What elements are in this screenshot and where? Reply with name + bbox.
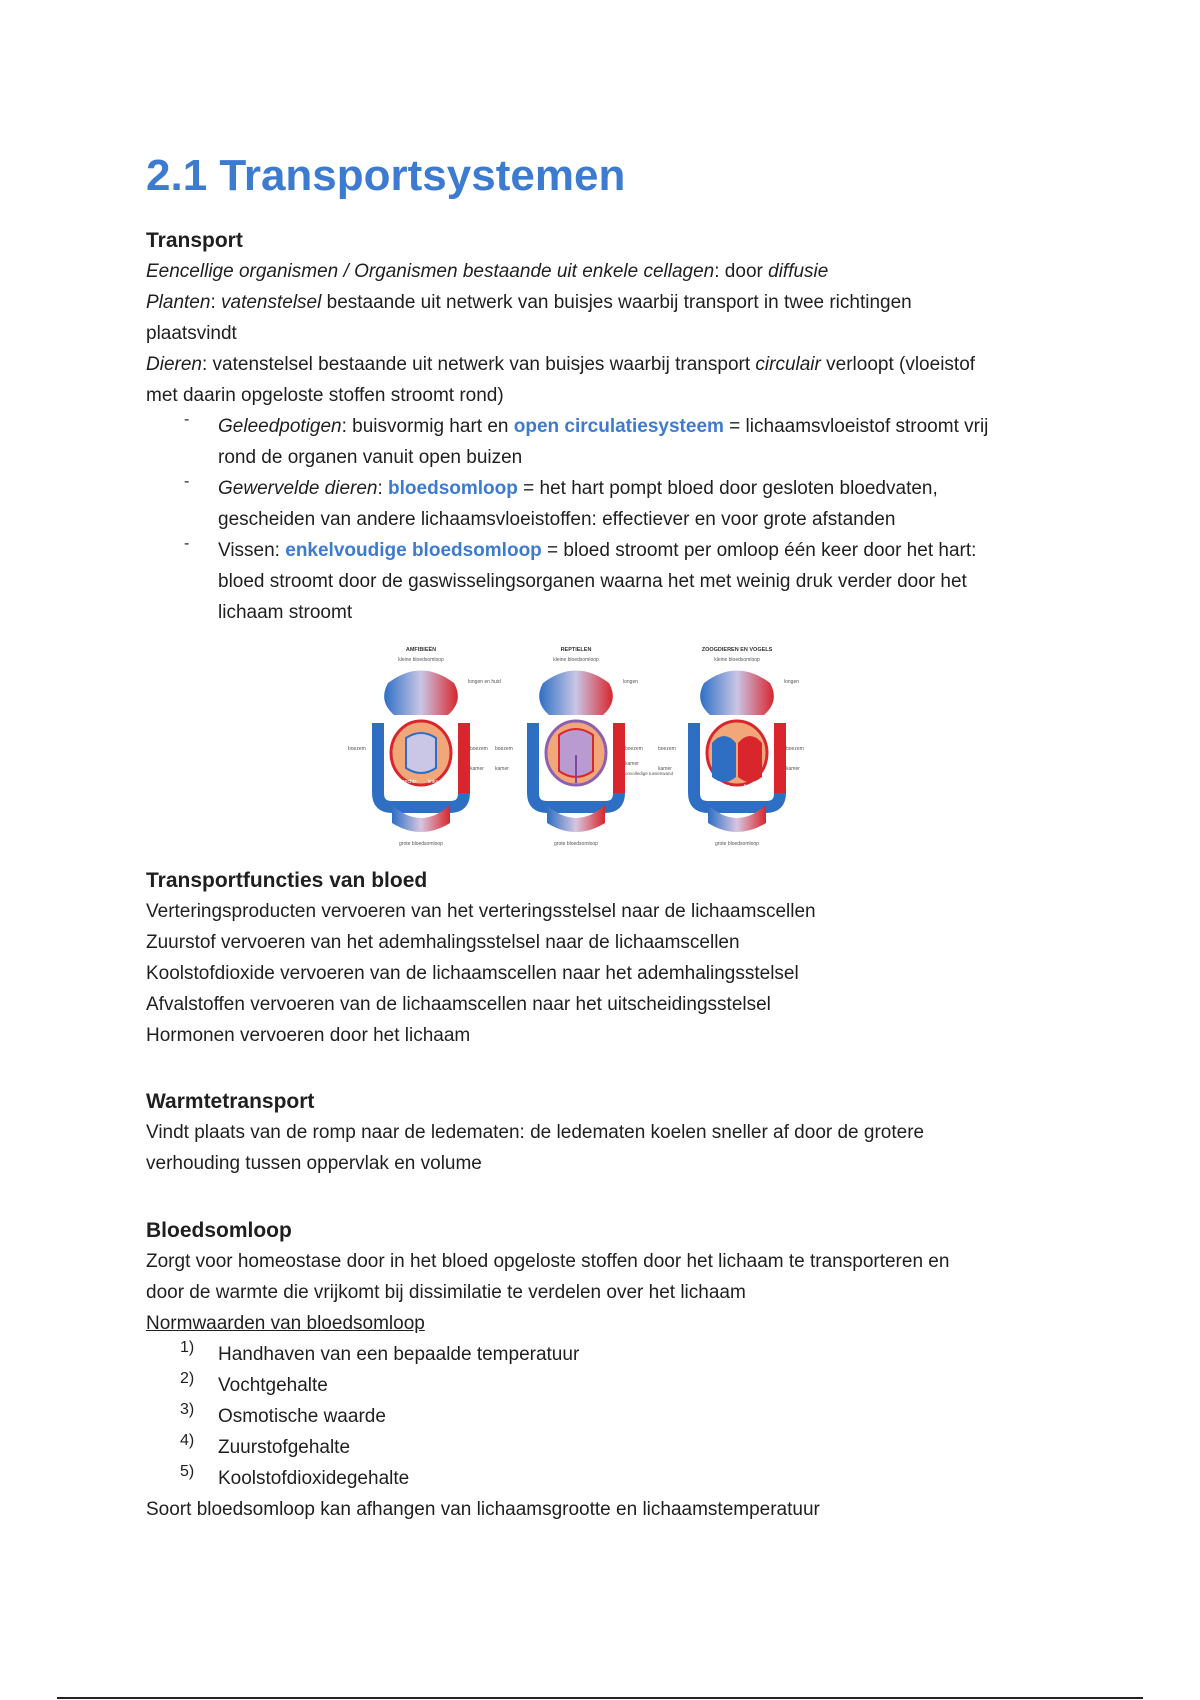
panel-label: grote bloedsomloop bbox=[554, 841, 598, 847]
heart-label: boezem bbox=[348, 746, 366, 752]
heading-transport-functions: Transportfuncties van bloed bbox=[146, 869, 428, 892]
term-highlight: enkelvoudige bloedsomloop bbox=[285, 540, 542, 561]
list-item: Hormonen vervoeren door het lichaam bbox=[146, 1025, 471, 1046]
heading-circulation: Bloedsomloop bbox=[146, 1219, 292, 1242]
heart-label: rechts bbox=[403, 779, 417, 785]
heart-label: kamer bbox=[786, 766, 800, 772]
panel-label: grote bloedsomloop bbox=[399, 841, 443, 847]
page-divider bbox=[57, 1697, 1143, 1699]
heart-label: links bbox=[428, 779, 439, 785]
section-transport-functions bbox=[146, 865, 1046, 1051]
list-item: Koolstofdioxide vervoeren van de lichaamscellen naar het ademhalingsstelsel bbox=[146, 963, 799, 984]
text-line: Planten: vatenstelsel bestaande uit netwerk van buisjes waarbij transport in twee richtingen bbox=[146, 292, 912, 313]
heart-label: boezem bbox=[495, 746, 513, 752]
heart-left-side bbox=[738, 736, 762, 782]
text-line: met daarin opgeloste stoffen stroomt rond) bbox=[146, 385, 504, 406]
heart-label: rechts bbox=[716, 784, 730, 790]
panel-title: REPTIELEN bbox=[560, 647, 592, 653]
term-highlight: open circulatiesysteem bbox=[513, 416, 724, 437]
list-item: Afvalstoffen vervoeren van de lichaamscellen naar het uitscheidingsstelsel bbox=[146, 994, 771, 1015]
heart-label: links bbox=[744, 784, 755, 790]
vessel-label: longen bbox=[623, 679, 639, 685]
heart-label: boezem bbox=[658, 746, 676, 752]
text-line: door de warmte die vrijkomt bij dissimilatie te verdelen over het lichaam bbox=[146, 1282, 746, 1303]
heart-label: kamer bbox=[495, 766, 509, 772]
heart-label: boezem bbox=[470, 746, 488, 752]
vessel-label: longen bbox=[784, 679, 800, 685]
text-line: verhouding tussen oppervlak en volume bbox=[146, 1153, 482, 1174]
heart-right-side bbox=[712, 736, 736, 782]
panel-title: AMFIBIEËN bbox=[405, 647, 437, 653]
section-heat-transport bbox=[146, 1086, 1046, 1179]
text-line: Dieren: vatenstelsel bestaande uit netwerk van buisjes waarbij transport circulair verloopt (vloeistof bbox=[146, 354, 976, 375]
panel-label: grote bloedsomloop bbox=[715, 841, 759, 847]
text-line: Zorgt voor homeostase door in het bloed opgeloste stoffen door het lichaam te transporteren en bbox=[146, 1251, 950, 1272]
diagram-panel-amphibians bbox=[348, 646, 501, 847]
heart-label: boezem bbox=[625, 746, 643, 752]
heart-label: boezem bbox=[786, 746, 804, 752]
bullet-marker: - bbox=[184, 473, 190, 490]
lung-loop bbox=[384, 671, 458, 716]
text-line: plaatsvindt bbox=[146, 323, 237, 344]
list-item: 3) Osmotische waarde bbox=[180, 1401, 386, 1427]
heart-label: kamer bbox=[470, 766, 484, 772]
heart-label: kamer bbox=[658, 766, 672, 772]
lung-loop bbox=[700, 671, 774, 716]
section-circulation bbox=[146, 1215, 1046, 1525]
bullet-marker: - bbox=[184, 411, 190, 428]
text-line: Eencellige organismen / Organismen bestaande uit enkele cellagen: door diffusie bbox=[146, 261, 829, 282]
page-title: 2.1 Transportsystemen bbox=[146, 151, 626, 200]
text-line: Soort bloedsomloop kan afhangen van lichaamsgrootte en lichaamstemperatuur bbox=[146, 1499, 820, 1520]
panel-label: kleine bloedsomloop bbox=[398, 657, 444, 663]
list-item: 5) Koolstofdioxidegehalte bbox=[180, 1463, 410, 1489]
heart-inner bbox=[406, 733, 436, 773]
panel-title: ZOOGDIEREN EN VOGELS bbox=[701, 647, 773, 653]
diagram-panel-reptiles bbox=[495, 647, 674, 847]
vessel-label: longen en huid bbox=[468, 679, 501, 685]
heading-transport: Transport bbox=[146, 229, 243, 252]
panel-label: kleine bloedsomloop bbox=[553, 657, 599, 663]
heart-label: kamer bbox=[625, 761, 639, 767]
list-item: 1) Handhaven van een bepaalde temperatuur bbox=[180, 1339, 580, 1365]
list-item: Verteringsproducten vervoeren van het verteringsstelsel naar de lichaamscellen bbox=[146, 901, 816, 922]
diagram-panel-mammals-birds bbox=[658, 647, 804, 847]
list-item: 2) Vochtgehalte bbox=[180, 1370, 328, 1396]
subheading-norm-values: Normwaarden van bloedsomloop bbox=[146, 1313, 425, 1334]
list-item: - Geleedpotigen: buisvormig hart en open circulatiesysteem = lichaamsvloeistof stroomt vrij rond de organen vanuit open buizen bbox=[184, 411, 989, 468]
section-transport bbox=[146, 225, 1046, 628]
heart-label: onvolledige tussenwand bbox=[625, 771, 674, 776]
heading-heat-transport: Warmtetransport bbox=[146, 1090, 315, 1113]
panel-label: kleine bloedsomloop bbox=[714, 657, 760, 663]
list-item: 4) Zuurstofgehalte bbox=[180, 1432, 351, 1458]
text-line: Vindt plaats van de romp naar de ledematen: de ledematen koelen sneller af door de grotere bbox=[146, 1122, 925, 1143]
lung-loop bbox=[539, 671, 613, 716]
circulation-diagram bbox=[338, 643, 824, 848]
list-item: Zuurstof vervoeren van het ademhalingsstelsel naar de lichaamscellen bbox=[146, 932, 740, 953]
bullet-marker: - bbox=[184, 535, 190, 552]
list-item: - Vissen: enkelvoudige bloedsomloop = bloed stroomt per omloop één keer door het hart: bloed stroomt door de gaswisselingsorganen waarna het met weinig druk verder door het lichaam stroomt bbox=[184, 535, 977, 623]
term-highlight: bloedsomloop bbox=[388, 478, 518, 499]
list-item: - Gewervelde dieren: bloedsomloop = het hart pompt bloed door gesloten bloedvaten, gescheiden van andere lichaamsvloeistoffen: effectiever en voor grote afstanden bbox=[184, 473, 938, 530]
